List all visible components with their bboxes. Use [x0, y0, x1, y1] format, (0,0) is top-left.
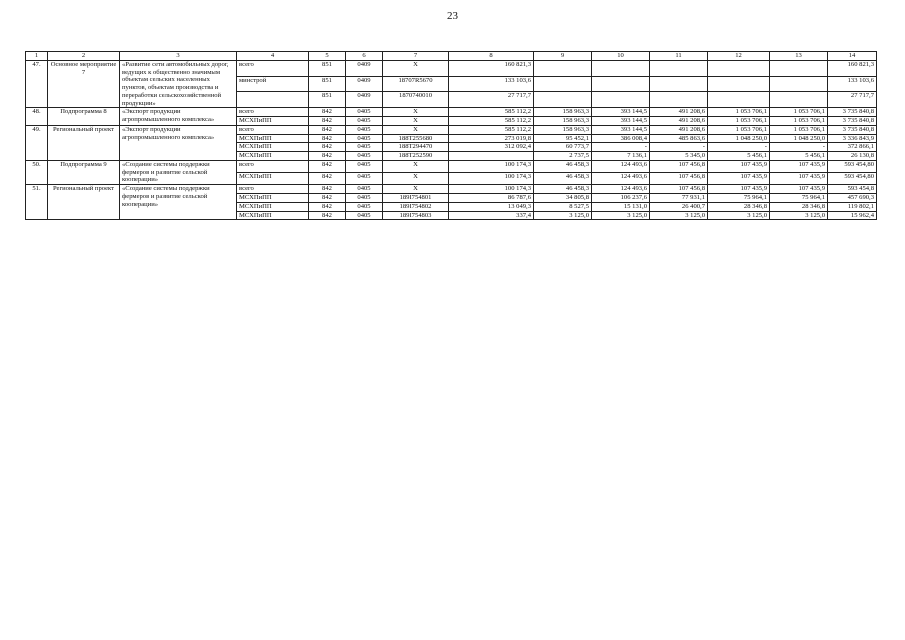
data-cell: 0405: [346, 125, 383, 134]
data-cell: 0405: [346, 134, 383, 143]
data-cell: 372 866,1: [828, 143, 877, 152]
data-cell: 842: [309, 185, 346, 194]
data-cell: 100 174,3: [449, 185, 534, 194]
data-cell: МСХПиПП: [237, 202, 309, 211]
data-cell: 1 053 706,1: [770, 117, 828, 126]
data-cell: 491 208,6: [650, 117, 708, 126]
data-cell: [650, 76, 708, 92]
data-cell: 8 527,5: [534, 202, 592, 211]
table-row: [26, 108, 877, 117]
data-cell: 28 346,8: [770, 202, 828, 211]
program-description-cell: «Экспорт продукции агропромышленного комплекса»: [120, 125, 237, 160]
data-cell: [708, 76, 770, 92]
data-cell: 842: [309, 194, 346, 203]
data-cell: 393 144,5: [592, 108, 650, 117]
program-name-cell: Подпрограмма 8: [48, 108, 120, 126]
data-cell: 107 435,9: [770, 185, 828, 194]
row-number-cell: 49.: [26, 125, 48, 160]
data-cell: 585 112,2: [449, 125, 534, 134]
data-cell: 189I754803: [383, 211, 449, 220]
data-cell: 107 456,8: [650, 160, 708, 172]
data-cell: 842: [309, 173, 346, 185]
data-cell: 0409: [346, 60, 383, 76]
data-cell: 485 863,6: [650, 134, 708, 143]
data-cell: 124 493,6: [592, 173, 650, 185]
data-cell: 46 458,3: [534, 173, 592, 185]
data-cell: 1 053 706,1: [708, 108, 770, 117]
data-cell: 393 144,5: [592, 125, 650, 134]
data-cell: -: [708, 143, 770, 152]
data-cell: [534, 76, 592, 92]
data-cell: -: [650, 143, 708, 152]
data-cell: 158 963,3: [534, 125, 592, 134]
data-cell: 851: [309, 60, 346, 76]
header-cell: 1: [26, 52, 48, 61]
data-cell: 34 805,8: [534, 194, 592, 203]
data-cell: МСХПиПП: [237, 134, 309, 143]
data-cell: МСХПиПП: [237, 211, 309, 220]
data-cell: 842: [309, 143, 346, 152]
data-cell: 26 130,8: [828, 152, 877, 161]
data-cell: 107 456,8: [650, 185, 708, 194]
data-cell: 28 346,8: [708, 202, 770, 211]
data-cell: 95 452,1: [534, 134, 592, 143]
table-row: [26, 125, 877, 134]
data-cell: X: [383, 125, 449, 134]
data-cell: 15 131,0: [592, 202, 650, 211]
data-cell: 3 125,0: [592, 211, 650, 220]
data-cell: 393 144,5: [592, 117, 650, 126]
header-cell: 12: [708, 52, 770, 61]
data-cell: 0409: [346, 92, 383, 108]
data-cell: 1 053 706,1: [708, 125, 770, 134]
data-cell: 842: [309, 117, 346, 126]
data-cell: X: [383, 173, 449, 185]
data-cell: X: [383, 117, 449, 126]
data-cell: [708, 60, 770, 76]
data-cell: 0409: [346, 76, 383, 92]
program-name-cell: Основное мероприятие 7: [48, 60, 120, 108]
data-cell: 124 493,6: [592, 185, 650, 194]
program-description-cell: «Экспорт продукции агропромышленного комплекса»: [120, 108, 237, 126]
data-cell: 133 103,6: [828, 76, 877, 92]
row-number-cell: 48.: [26, 108, 48, 126]
data-cell: 842: [309, 160, 346, 172]
data-cell: 27 717,7: [449, 92, 534, 108]
table-body: [26, 52, 877, 220]
data-cell: 5 456,1: [770, 152, 828, 161]
data-cell: 107 435,9: [708, 185, 770, 194]
data-cell: 593 454,8: [828, 185, 877, 194]
data-cell: 77 931,1: [650, 194, 708, 203]
header-row: [26, 52, 877, 61]
data-cell: 188T255680: [383, 134, 449, 143]
header-cell: 3: [120, 52, 237, 61]
data-cell: 851: [309, 76, 346, 92]
data-cell: 1 053 706,1: [770, 108, 828, 117]
data-cell: всего: [237, 160, 309, 172]
data-cell: МСХПиПП: [237, 173, 309, 185]
program-name-cell: Региональный проект: [48, 125, 120, 160]
data-cell: 842: [309, 125, 346, 134]
data-cell: 491 208,6: [650, 125, 708, 134]
data-cell: 3 125,0: [650, 211, 708, 220]
data-cell: 158 963,3: [534, 117, 592, 126]
data-cell: 107 456,8: [650, 173, 708, 185]
data-cell: 0405: [346, 173, 383, 185]
data-cell: 593 454,80: [828, 173, 877, 185]
program-name-cell: Региональный проект: [48, 185, 120, 220]
data-cell: МСХПиПП: [237, 194, 309, 203]
header-cell: 10: [592, 52, 650, 61]
data-cell: МСХПиПП: [237, 143, 309, 152]
data-cell: 1 048 250,0: [770, 134, 828, 143]
data-cell: 3 336 843,9: [828, 134, 877, 143]
data-cell: 0405: [346, 160, 383, 172]
data-cell: 585 112,2: [449, 117, 534, 126]
data-cell: 1 053 706,1: [770, 125, 828, 134]
data-cell: 842: [309, 152, 346, 161]
data-cell: 188T252590: [383, 152, 449, 161]
data-cell: 0405: [346, 143, 383, 152]
program-description-cell: «Развитие сети автомобильных дорог, ведущих к общественно значимым объектам сельских населенных пунктов, объектам производства и переработки сельскохозяйственной продукции»: [120, 60, 237, 108]
data-cell: [650, 60, 708, 76]
data-cell: всего: [237, 108, 309, 117]
data-cell: [534, 92, 592, 108]
data-cell: 107 435,9: [770, 160, 828, 172]
data-cell: 491 208,6: [650, 108, 708, 117]
data-cell: 160 821,3: [828, 60, 877, 76]
data-cell: [708, 92, 770, 108]
data-cell: 188T294470: [383, 143, 449, 152]
data-cell: МСХПиПП: [237, 117, 309, 126]
data-cell: 133 103,6: [449, 76, 534, 92]
row-number-cell: 50.: [26, 160, 48, 184]
header-cell: 14: [828, 52, 877, 61]
data-cell: 7 136,1: [592, 152, 650, 161]
header-cell: 13: [770, 52, 828, 61]
data-cell: X: [383, 160, 449, 172]
data-cell: 842: [309, 108, 346, 117]
data-cell: [237, 92, 309, 108]
data-cell: [592, 92, 650, 108]
data-cell: 107 435,9: [708, 173, 770, 185]
row-number-cell: 51.: [26, 185, 48, 220]
table-row: [26, 160, 877, 172]
data-cell: 107 435,9: [708, 160, 770, 172]
data-cell: 189I754802: [383, 202, 449, 211]
data-cell: 0405: [346, 194, 383, 203]
data-cell: 124 493,6: [592, 160, 650, 172]
data-cell: 457 690,3: [828, 194, 877, 203]
data-cell: 100 174,3: [449, 173, 534, 185]
table-row: [26, 185, 877, 194]
data-cell: 86 787,6: [449, 194, 534, 203]
data-cell: 1 048 250,0: [708, 134, 770, 143]
data-cell: 585 112,2: [449, 108, 534, 117]
program-description-cell: «Создание системы поддержки фермеров и развитие сельской кооперации»: [120, 185, 237, 220]
data-cell: всего: [237, 60, 309, 76]
page-number: 23: [447, 10, 458, 22]
data-cell: 0405: [346, 117, 383, 126]
data-cell: 0405: [346, 152, 383, 161]
data-cell: 0405: [346, 108, 383, 117]
header-cell: 9: [534, 52, 592, 61]
data-cell: [592, 76, 650, 92]
data-cell: 337,4: [449, 211, 534, 220]
data-cell: минстрой: [237, 76, 309, 92]
data-cell: 160 821,3: [449, 60, 534, 76]
data-cell: 842: [309, 134, 346, 143]
data-cell: 60 773,7: [534, 143, 592, 152]
data-cell: [592, 60, 650, 76]
budget-table: [25, 51, 877, 220]
data-cell: -: [770, 143, 828, 152]
header-cell: 11: [650, 52, 708, 61]
data-cell: 842: [309, 202, 346, 211]
data-cell: [650, 92, 708, 108]
data-cell: 312 092,4: [449, 143, 534, 152]
data-cell: 842: [309, 211, 346, 220]
data-cell: 386 008,4: [592, 134, 650, 143]
data-cell: [534, 60, 592, 76]
data-cell: X: [383, 60, 449, 76]
program-description-cell: «Создание системы поддержки фермеров и развитие сельской кооперации»: [120, 160, 237, 184]
data-cell: 106 237,6: [592, 194, 650, 203]
data-cell: 0405: [346, 185, 383, 194]
data-cell: [770, 76, 828, 92]
data-cell: 0405: [346, 211, 383, 220]
data-cell: X: [383, 108, 449, 117]
data-cell: 27 717,7: [828, 92, 877, 108]
data-cell: 2 737,5: [534, 152, 592, 161]
header-cell: 5: [309, 52, 346, 61]
row-number-cell: 47.: [26, 60, 48, 108]
data-cell: X: [383, 185, 449, 194]
data-cell: 3 735 840,8: [828, 108, 877, 117]
data-cell: 5 456,1: [708, 152, 770, 161]
data-cell: 1870740010: [383, 92, 449, 108]
data-cell: МСХПиПП: [237, 152, 309, 161]
data-cell: 100 174,3: [449, 160, 534, 172]
data-cell: 0405: [346, 202, 383, 211]
data-cell: 107 435,9: [770, 173, 828, 185]
data-cell: 119 802,1: [828, 202, 877, 211]
data-cell: 3 735 840,8: [828, 125, 877, 134]
data-cell: 851: [309, 92, 346, 108]
header-cell: 2: [48, 52, 120, 61]
data-cell: 3 125,0: [534, 211, 592, 220]
header-cell: 6: [346, 52, 383, 61]
data-cell: [449, 152, 534, 161]
data-cell: [770, 92, 828, 108]
data-cell: [770, 60, 828, 76]
data-cell: 75 964,1: [770, 194, 828, 203]
data-cell: 3 125,0: [708, 211, 770, 220]
data-cell: 15 962,4: [828, 211, 877, 220]
data-cell: 273 019,8: [449, 134, 534, 143]
data-cell: 158 963,3: [534, 108, 592, 117]
data-cell: всего: [237, 125, 309, 134]
header-cell: 4: [237, 52, 309, 61]
data-cell: 1 053 706,1: [708, 117, 770, 126]
data-cell: 26 400,7: [650, 202, 708, 211]
data-cell: всего: [237, 185, 309, 194]
header-cell: 7: [383, 52, 449, 61]
data-cell: 189I754801: [383, 194, 449, 203]
data-cell: 46 458,3: [534, 185, 592, 194]
data-cell: 46 458,3: [534, 160, 592, 172]
data-cell: 5 345,0: [650, 152, 708, 161]
data-cell: 593 454,80: [828, 160, 877, 172]
data-cell: -: [592, 143, 650, 152]
header-cell: 8: [449, 52, 534, 61]
program-name-cell: Подпрограмма 9: [48, 160, 120, 184]
table-row: [26, 60, 877, 76]
data-cell: 13 049,3: [449, 202, 534, 211]
data-cell: 3 125,0: [770, 211, 828, 220]
data-cell: 18707R5670: [383, 76, 449, 92]
data-cell: 3 735 840,8: [828, 117, 877, 126]
data-cell: 75 964,1: [708, 194, 770, 203]
